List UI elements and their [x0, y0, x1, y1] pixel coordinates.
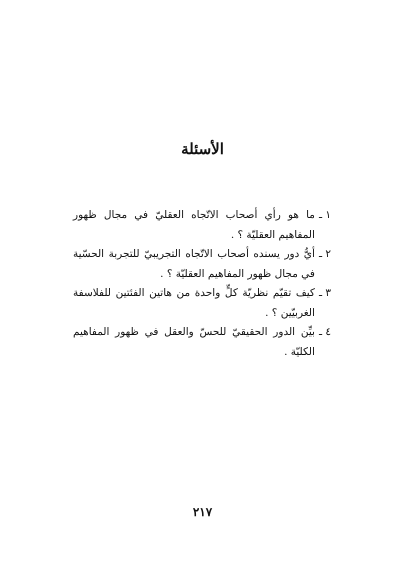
question-text: ما هو رأي أصحاب الاتّجاه العقليّ في مجال ظهور المفاهيم العقليّة ؟ .	[73, 209, 315, 241]
question-number: ٢ ـ	[318, 248, 331, 260]
question-text: أيُّ دور يسنده أصحاب الاتّجاه التجريبيّ للتجربة الحسّية في مجال ظهور المفاهيم العقليّة ؟ .	[73, 248, 315, 280]
question-text: كيف تقيّم نظريّة كلٍّ واحدة من هاتين الفئتين للفلاسفة الغربيّين ؟ .	[73, 287, 315, 319]
questions-list	[73, 206, 331, 362]
question-item	[73, 206, 331, 245]
question-number: ٤ ـ	[318, 326, 331, 338]
page-title: الأسئلة	[181, 140, 224, 159]
question-item	[73, 245, 331, 284]
question-text: بيِّن الدور الحقيقيّ للحسّ والعقل في ظهور المفاهيم الكليّة .	[73, 326, 315, 358]
page-number: ٢١٧	[192, 505, 213, 519]
question-number: ١ ـ	[318, 209, 331, 221]
question-item	[73, 323, 331, 362]
question-item	[73, 284, 331, 323]
question-number: ٣ ـ	[318, 287, 331, 299]
